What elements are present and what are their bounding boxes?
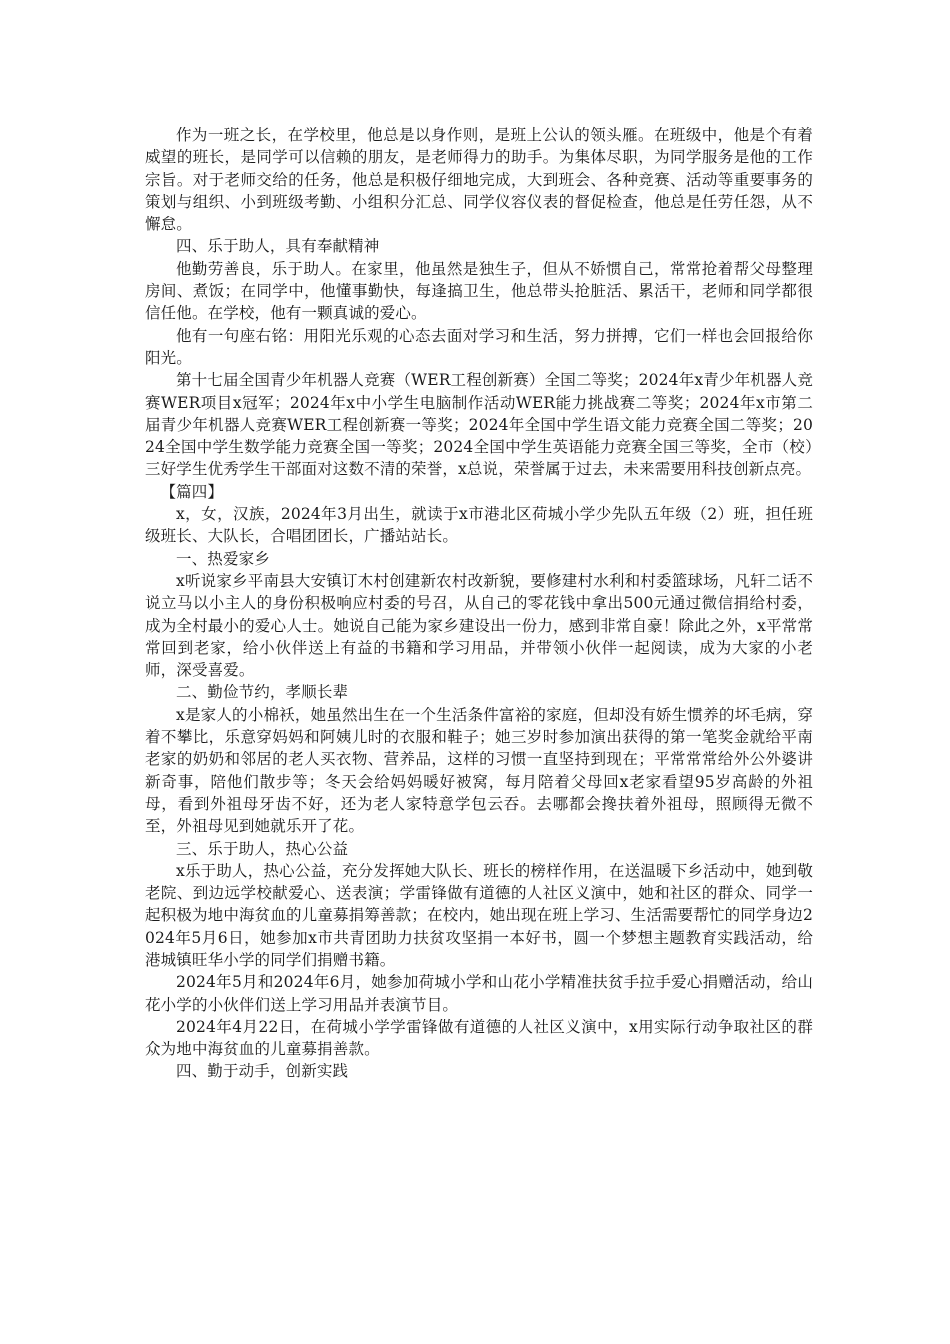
paragraph-community-show: 2024年4月22日，在荷城小学学雷锋做有道德的人社区义演中，x用实际行动争取社区的群众为地中海贫血的儿童募捐善款。 bbox=[145, 1017, 813, 1059]
paragraph-motto: 他有一句座右铭：用阳光乐观的心态去面对学习和生活，努力拼搏，它们一样也会回报给你阳光。 bbox=[145, 326, 813, 367]
paragraph-intro: x，女，汉族，2024年3月出生，就读于x市港北区荷城小学少先队五年级（2）班，担任班级班长、大队长，合唱团团长，广播站站长。 bbox=[145, 505, 813, 546]
heading-public-welfare: 三、乐于助人，热心公益 bbox=[176, 839, 349, 858]
paragraph-class-monitor: 作为一班之长，在学校里，他总是以身作则，是班上公认的领头雁。在班级中，他是个有着威望的班长，是同学可以信赖的朋友，是老师得力的助手。为集体尽职，为同学服务是他的工作宗旨。对于老师交给的任务，他总是积极仔细地完成，大到班会、各种竞赛、活动等重要事务的策划与组织、小到班级考勤、小组积分汇总、同学仪容仪表的督促检查，他总是任劳任怨，从不懈怠。 bbox=[145, 126, 813, 234]
paragraph-awards: 第十七届全国青少年机器人竞赛（WER工程创新赛）全国二等奖；2024年x青少年机器人竞赛WER项目x冠军；2024年x中小学生电脑制作活动WER能力挑战赛二等奖；2024年x市第二届青少年机器人竞赛WER工程创新赛一等奖；2024年全国中学生语文能力竞赛全国二等奖；2024全国中学生数学能力竞赛全国一等奖；2024全国中学生英语能力竞赛全国三等奖，全市（校）三好学生优秀学生干部面对这数不清的荣誉，x总说，荣誉属于过去，未来需要用科技创新点亮。 bbox=[145, 371, 813, 479]
section-title-part-four: 【篇四】 bbox=[160, 482, 224, 501]
paragraph-diligent-kind: 他勤劳善良，乐于助人。在家里，他虽然是独生子，但从不娇惯自己，常常抢着帮父母整理房间、煮饭；在同学中，他懂事勤快，每逢搞卫生，他总带头抢脏活、累活干，老师和同学都很信任他。在学校，他有一颗真诚的爱心。 bbox=[145, 259, 813, 323]
heading-helping-others: 四、乐于助人，具有奉献精神 bbox=[176, 237, 380, 256]
heading-innovation: 四、勤于动手，创新实践 bbox=[176, 1062, 349, 1081]
document-body bbox=[145, 124, 813, 1083]
heading-frugal-filial: 二、勤俭节约，孝顺长辈 bbox=[176, 683, 349, 702]
paragraph-frugal: x是家人的小棉袄，她虽然出生在一个生活条件富裕的家庭，但却没有娇生惯养的坏毛病，穿着不攀比，乐意穿妈妈和阿姨儿时的衣服和鞋子；她三岁时参加演出获得的第一笔奖金就给平南老家的奶奶和邻居的老人买衣物、营养品，这样的习惯一直坚持到现在；平常常常给外公外婆讲新奇事，陪他们散步等；冬天会给妈妈暖好被窝，每月陪着父母回x老家看望95岁高龄的外祖母，看到外祖母牙齿不好，还为老人家特意学包云吞。去哪都会搀扶着外祖母，照顾得无微不至，外祖母见到她就乐开了花。 bbox=[145, 705, 813, 836]
heading-love-hometown: 一、热爱家乡 bbox=[176, 549, 270, 568]
paragraph-public-welfare: x乐于助人，热心公益，充分发挥她大队长、班长的榜样作用，在送温暖下乡活动中，她到敬老院、到边远学校献爱心、送表演；学雷锋做有道德的人社区义演中，她和社区的群众、同学一起积极为地中海贫血的儿童募捐筹善款；在校内，她出现在班上学习、生活需要帮忙的同学身边2024年5月6日，她参加x市共青团助力扶贫攻坚捐一本好书，圆一个梦想主题教育实践活动，给港城镇旺华小学的同学们捐赠书籍。 bbox=[145, 861, 813, 969]
paragraph-donation-activity: 2024年5月和2024年6月，她参加荷城小学和山花小学精准扶贫手拉手爱心捐赠活动，给山花小学的小伙伴们送上学习用品并表演节目。 bbox=[145, 973, 813, 1014]
paragraph-hometown: x听说家乡平南县大安镇订木村创建新农村改新貌，要修建村水利和村委篮球场，凡轩二话不说立马以小主人的身份积极响应村委的号召，从自己的零花钱中拿出500元通过微信捐给村委，成为全村最小的爱心人士。她说自己能为家乡建设出一份力，感到非常自豪！除此之外，x平常常常回到老家，给小伙伴送上有益的书籍和学习用品，并带领小伙伴一起阅读，成为大家的小老师，深受喜爱。 bbox=[145, 571, 813, 680]
